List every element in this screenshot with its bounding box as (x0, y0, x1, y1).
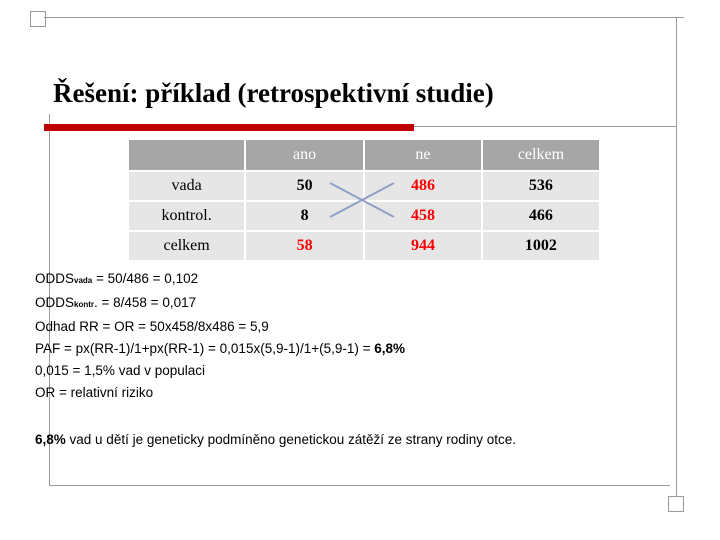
header-cell-ano: ano (246, 140, 365, 172)
cell-ano: 50 (246, 172, 365, 202)
or-note-line: OR = relativní riziko (35, 385, 154, 400)
conclusion-sentence: vad u dětí je geneticky podmíněno genetickou zátěží ze strany rodiny otce. (65, 432, 517, 447)
cell-ano: 58 (246, 232, 365, 262)
cell-ne: 944 (365, 232, 483, 262)
table-row-celkem (129, 232, 601, 262)
frame-bottom-line (49, 485, 670, 486)
conclusion-percentage: 6,8% (35, 432, 66, 447)
header-cell-empty (129, 140, 246, 172)
header-cell-ne: ne (365, 140, 483, 172)
paf-formula: PAF = px(RR-1)/1+px(RR-1) = 0,015x(5,9-1)/1+(5,9-1) = (35, 341, 375, 356)
frame-corner-square-bottom (668, 496, 684, 512)
cell-celkem: 466 (483, 202, 601, 232)
odds-vada-value: = 50/486 = 0,102 (92, 271, 199, 286)
odds-kontr-value: . = 8/458 = 0,017 (94, 295, 197, 310)
cross-multiplication-icon (327, 180, 397, 220)
table-header-row (129, 140, 601, 172)
row-label: celkem (129, 232, 246, 262)
cell-celkem: 1002 (483, 232, 601, 262)
calculation-text (35, 268, 405, 404)
prevalence-line: 0,015 = 1,5% vad v populaci (35, 363, 205, 378)
cell-ne: 458 (365, 202, 483, 232)
cell-celkem: 536 (483, 172, 601, 202)
row-label: kontrol. (129, 202, 246, 232)
odds-vada-subscript: vada (74, 276, 93, 285)
paf-line (35, 338, 405, 360)
paf-result: 6,8% (374, 341, 406, 356)
frame-corner-square-top (30, 11, 46, 27)
row-label: vada (129, 172, 246, 202)
frame-right-line (676, 18, 677, 502)
header-cell-celkem: celkem (483, 140, 601, 172)
odds-kontr-subscript: kontr (74, 300, 95, 309)
frame-top-line (44, 17, 684, 18)
conclusion-text (35, 432, 516, 447)
title-underline-rule (414, 126, 677, 127)
odhad-rr-line: Odhad RR = OR = 50x458/8x486 = 5,9 (35, 319, 269, 334)
title-underline-accent (44, 124, 414, 131)
odds-vada-line (35, 268, 405, 292)
cell-ano: 8 (246, 202, 365, 232)
odds-vada-prefix: ODDS (35, 271, 75, 286)
odds-kontr-line (35, 292, 405, 316)
cell-ne: 486 (365, 172, 483, 202)
odds-kontr-prefix: ODDS (35, 295, 75, 310)
page-title: Řešení: příklad (retrospektivní studie) (53, 78, 494, 108)
